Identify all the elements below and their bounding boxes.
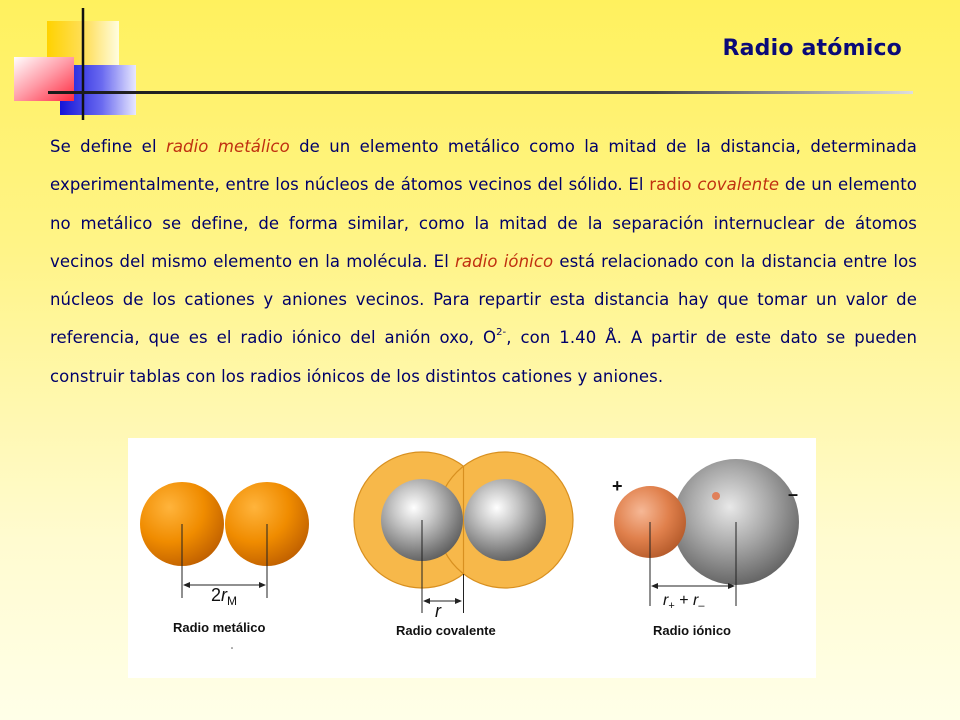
ionic-arrowhead-left (651, 583, 658, 589)
text-segment: de un elemento no metálico se define, de forma similar, como la mitad de la separación internuclear de átomos vecinos del mismo elemento en la molécula. El (50, 175, 917, 271)
ionic-radius-panel (612, 459, 799, 638)
ionic-plus-operator: + (674, 592, 693, 609)
deco-red-square (14, 57, 74, 101)
ionic-dimension-label (663, 592, 705, 612)
metal-arrowhead-right (259, 582, 266, 588)
decorative-squares (0, 0, 220, 130)
text-segment: Se define el (50, 137, 166, 156)
stray-dot (231, 647, 233, 649)
ionic-r-minus: r (693, 592, 699, 609)
covalent-radius-panel (354, 452, 573, 638)
cation-plus-sign: + (612, 476, 623, 496)
atomic-radius-figure (128, 438, 816, 678)
text-segment: , con 1.40 Å. A partir de este dato se pueden construir tablas con los radios iónicos de los distintos cationes y aniones. (50, 328, 918, 386)
anion-nucleus (712, 492, 720, 500)
covalent-dimension-label: r (435, 601, 441, 621)
metal-dimension-subscript: M (227, 594, 238, 608)
metal-dimension-r: r (221, 585, 228, 605)
metal-dimension-label (211, 585, 237, 608)
title-divider (48, 91, 913, 94)
term-radio: radio (649, 175, 698, 195)
ionic-sub-plus: + (668, 600, 675, 612)
anion-minus-sign: – (788, 484, 799, 504)
metallic-radius-panel (140, 482, 309, 649)
text-segment: está relacionado con la distancia entre los núcleos de los cationes y aniones vecinos. Para repartir esta distancia hay que tomar un valor de referencia, que es el radio iónico del anión oxo, O (50, 251, 917, 348)
covalent-atom-right (464, 479, 546, 561)
body-paragraph (50, 128, 917, 396)
caption-radio-covalente: Radio covalente (396, 623, 496, 638)
covalent-arrowhead-left (423, 598, 430, 604)
text-segment: de un elemento metálico como la mitad de la distancia, determinada experimentalmente, entre los núcleos de átomos vecinos del sólido. El (50, 137, 917, 195)
ionic-r-plus: r (663, 592, 669, 609)
term-radio-metalico: radio metálico (165, 137, 290, 156)
covalent-arrowhead-right (455, 598, 462, 604)
caption-radio-metalico: Radio metálico (173, 620, 266, 635)
term-covalente: covalente (697, 175, 780, 195)
metal-dimension-number: 2 (211, 585, 222, 605)
page-title: Radio atómico (722, 36, 902, 61)
ionic-sub-minus: – (698, 600, 705, 612)
atomic-radius-illustration (128, 438, 816, 678)
term-radio-ionico: radio iónico (455, 251, 554, 271)
charge-superscript: 2- (496, 326, 507, 338)
caption-radio-ionico: Radio iónico (653, 623, 731, 638)
metal-arrowhead-left (183, 582, 190, 588)
